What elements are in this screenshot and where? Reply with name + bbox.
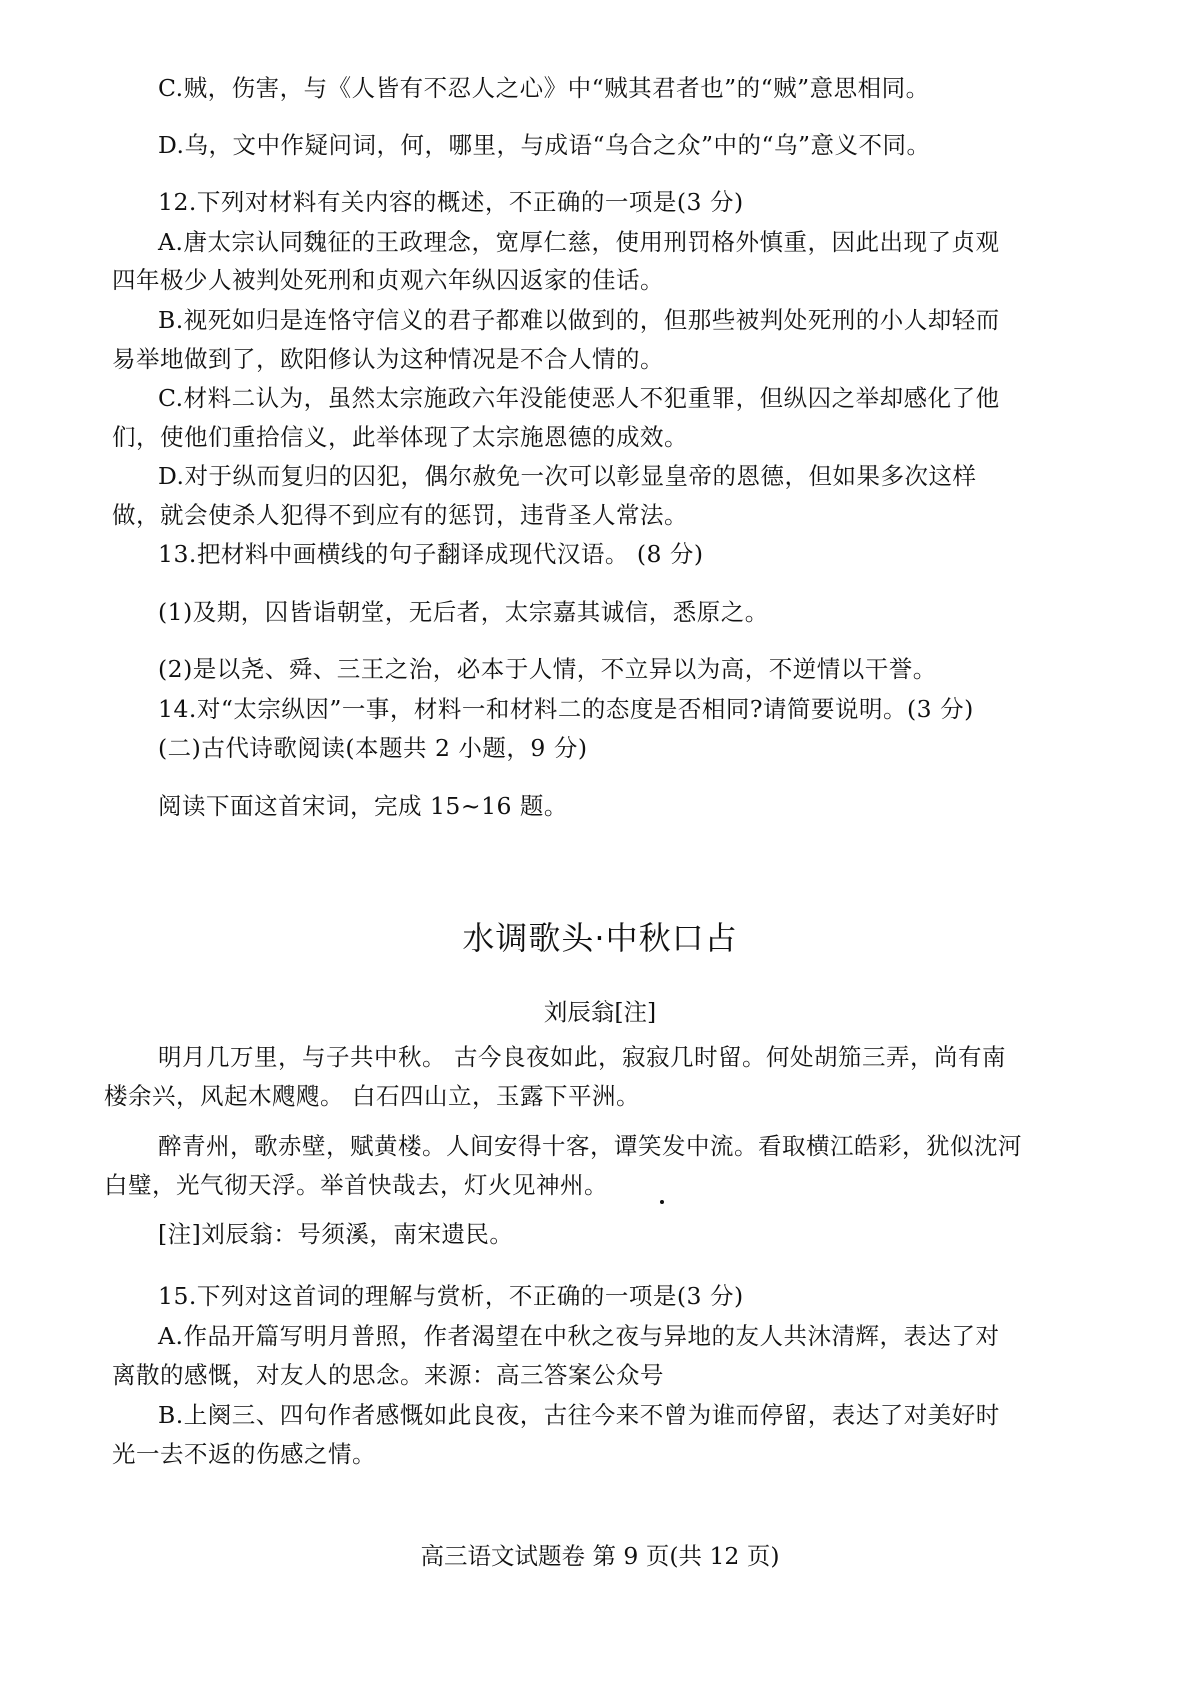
poem-line-3: 醉青州，歌赤壁，赋黄楼。人间安得十客，谭笑发中流。看取横江皓彩，犹似沈河	[158, 1132, 1022, 1160]
q15-option-a-line1: A.作品开篇写明月普照，作者渴望在中秋之夜与异地的友人共沐清辉，表达了对	[158, 1322, 1000, 1350]
q14-stem: 14.对“太宗纵因”一事，材料一和材料二的态度是否相同?请简要说明。(3 分)	[158, 695, 974, 723]
q12-option-b-line2: 易举地做到了，欧阳修认为这种情况是不合人情的。	[112, 345, 664, 373]
poem-instruction: 阅读下面这首宋词，完成 15~16 题。	[158, 792, 568, 820]
q13-sentence-1: (1)及期，囚皆诣朝堂，无后者，太宗嘉其诚信，悉原之。	[158, 598, 769, 626]
q11-option-d: D.乌，文中作疑问词，何，哪里，与成语“乌合之众”中的“乌”意义不同。	[158, 131, 931, 159]
q12-option-c-line2: 们，使他们重拾信义，此举体现了太宗施恩德的成效。	[112, 423, 688, 451]
poem-line-2: 楼余兴，风起木飕飕。 白石四山立，玉露下平洲。	[104, 1082, 640, 1110]
q11-option-c: C.贼，伤害，与《人皆有不忍人之心》中“贼其君者也”的“贼”意思相同。	[158, 74, 930, 102]
q15-option-a-line2: 离散的感慨，对友人的思念。来源：高三答案公众号	[112, 1361, 664, 1389]
q12-option-d-line2: 做，就会使杀人犯得不到应有的惩罚，违背圣人常法。	[112, 501, 688, 529]
q12-option-a-line2: 四年极少人被判处死刑和贞观六年纵囚返家的佳话。	[112, 266, 664, 294]
poem-line-4: 白璧，光气彻天浮。举首快哉去，灯火见神州。	[104, 1171, 608, 1199]
section-heading-poetry: (二)古代诗歌阅读(本题共 2 小题，9 分)	[158, 734, 588, 762]
q12-option-a-line1: A.唐太宗认同魏征的王政理念，宽厚仁慈，使用刑罚格外慎重，因此出现了贞观	[158, 228, 1000, 256]
poem-note: [注]刘辰翁：号须溪，南宋遗民。	[158, 1220, 514, 1248]
poem-author: 刘辰翁[注]	[543, 998, 657, 1026]
q12-option-d-line1: D.对于纵而复归的囚犯，偶尔赦免一次可以彰显皇帝的恩德，但如果多次这样	[158, 462, 977, 490]
emphasis-dot	[660, 1200, 664, 1204]
q12-option-c-line1: C.材料二认为，虽然太宗施政六年没能使恶人不犯重罪，但纵囚之举却感化了他	[158, 384, 1000, 412]
q15-stem: 15.下列对这首词的理解与赏析，不正确的一项是(3 分)	[158, 1282, 744, 1310]
q13-sentence-2: (2)是以尧、舜、三王之治，必本于人情，不立异以为高，不逆情以干誉。	[158, 655, 937, 683]
q13-stem: 13.把材料中画横线的句子翻译成现代汉语。 (8 分)	[158, 540, 704, 568]
poem-line-1: 明月几万里，与子共中秋。 古今良夜如此，寂寂几时留。何处胡笳三弄，尚有南	[158, 1043, 1006, 1071]
page-footer: 高三语文试题卷 第 9 页(共 12 页)	[420, 1542, 780, 1570]
q12-stem: 12.下列对材料有关内容的概述，不正确的一项是(3 分)	[158, 188, 744, 216]
q12-option-b-line1: B.视死如归是连恪守信义的君子都难以做到的，但那些被判处死刑的小人却轻而	[158, 306, 1000, 334]
poem-title: 水调歌头·中秋口占	[462, 919, 738, 957]
q15-option-b-line2: 光一去不返的伤感之情。	[112, 1440, 376, 1468]
q15-option-b-line1: B.上阕三、四句作者感慨如此良夜，古往今来不曾为谁而停留，表达了对美好时	[158, 1401, 1000, 1429]
